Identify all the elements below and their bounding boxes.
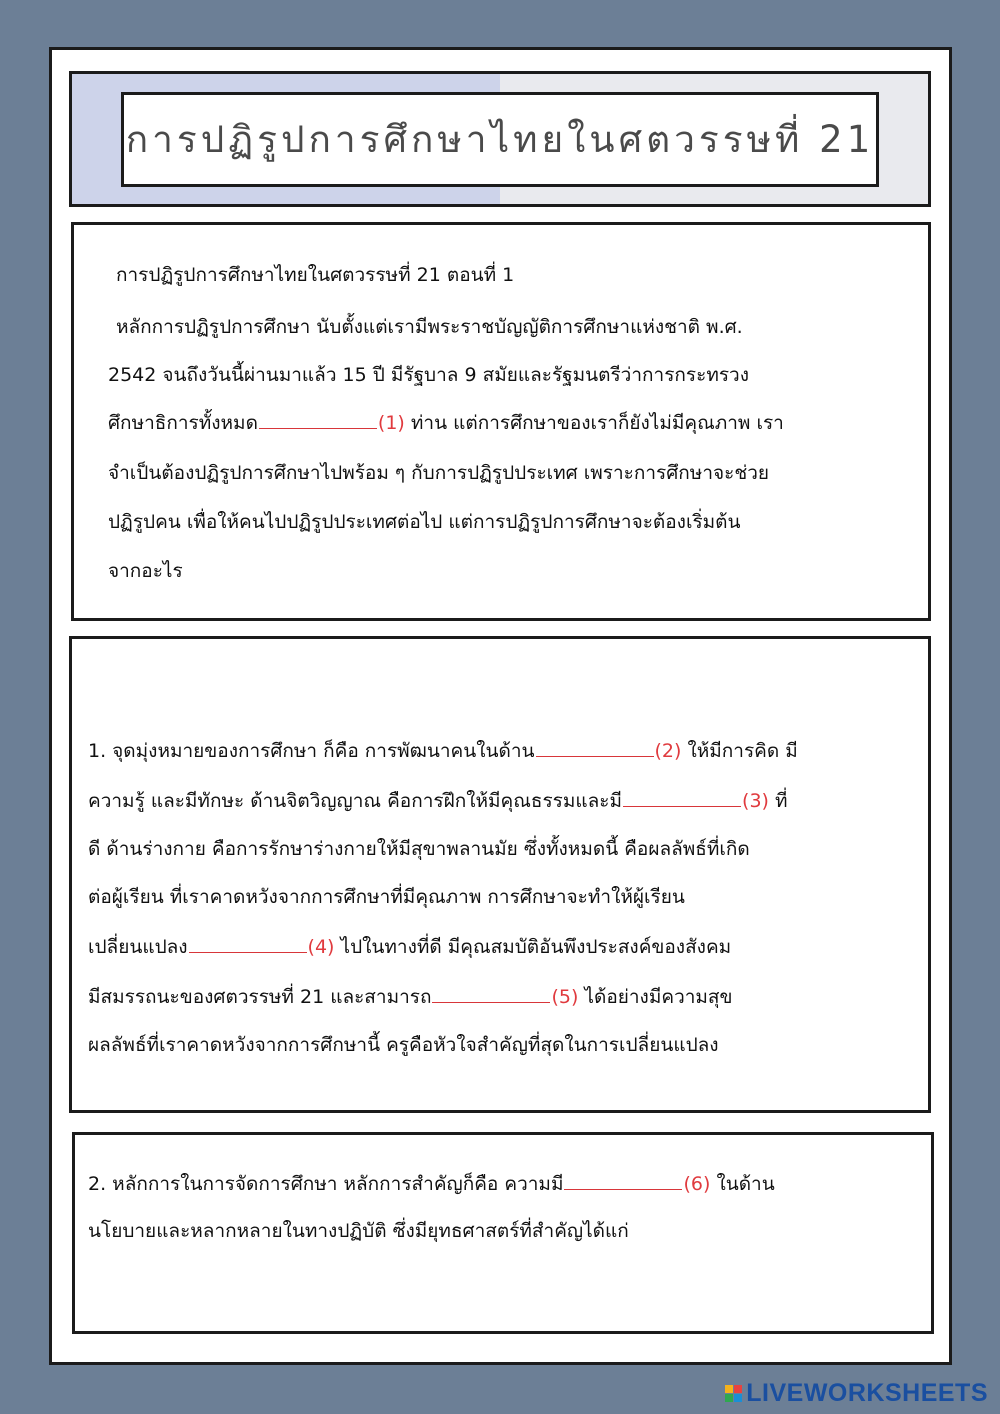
question-text: ความรู้ และมีทักษะ ด้านจิตวิญญาณ คือการฝึกให้มีคุณธรรมและมี	[88, 790, 623, 812]
passage-text: ศึกษาธิการทั้งหมด	[108, 412, 258, 434]
question-line	[88, 786, 788, 816]
page-title: การปฏิรูปการศึกษาไทยในศตวรรษที่ 21	[125, 118, 875, 161]
blank-3-field[interactable]	[623, 806, 741, 807]
question-line: ดี ด้านร่างกาย คือการรักษาร่างกายให้มีสุขาพลานมัย ซึ่งทั้งหมดนี้ คือผลลัพธ์ที่เกิด	[88, 838, 750, 860]
passage-line: หลักการปฏิรูปการศึกษา นับตั้งแต่เรามีพระราชบัญญัติการศึกษาแห่งชาติ พ.ศ.	[116, 316, 743, 338]
blank-number: (1)	[377, 412, 405, 434]
liveworksheets-brand	[725, 1378, 988, 1408]
question-line: ต่อผู้เรียน ที่เราคาดหวังจากการศึกษาที่มีคุณภาพ การศึกษาจะทำให้ผู้เรียน	[88, 886, 685, 908]
question-text: 1. จุดมุ่งหมายของการศึกษา ก็คือ การพัฒนาคนในด้าน	[88, 740, 535, 762]
question-line: นโยบายและหลากหลายในทางปฏิบัติ ซึ่งมียุทธศาสตร์ที่สำคัญได้แก่	[88, 1220, 629, 1242]
title-box	[121, 92, 879, 187]
blank-number: (4)	[307, 936, 335, 958]
passage-line: จำเป็นต้องปฏิรูปการศึกษาไปพร้อม ๆ กับการปฏิรูปประเทศ เพราะการศึกษาจะช่วย	[108, 462, 770, 484]
blank-number: (5)	[551, 986, 579, 1008]
liveworksheets-logo-icon	[725, 1385, 742, 1402]
blank-number: (3)	[742, 790, 769, 812]
blank-number: (6)	[683, 1173, 711, 1195]
blank-6-field[interactable]	[564, 1189, 682, 1190]
blank-4-field[interactable]	[189, 952, 307, 953]
question-line	[88, 932, 731, 962]
question-line: ผลลัพธ์ที่เราคาดหวังจากการศึกษานี้ ครูคือหัวใจสำคัญที่สุดในการเปลี่ยนแปลง	[88, 1034, 719, 1056]
question-text: ที่	[768, 790, 788, 812]
question-text: เปลี่ยนแปลง	[88, 936, 188, 958]
question-text: ในด้าน	[710, 1173, 775, 1195]
blank-2-field[interactable]	[536, 756, 654, 757]
blank-5-field[interactable]	[432, 1002, 550, 1003]
passage-line-with-blank	[108, 408, 784, 438]
passage-line: จากอะไร	[108, 560, 183, 582]
question-text: ไปในทางที่ดี มีคุณสมบัติอันพึงประสงค์ของสังคม	[334, 936, 732, 958]
question-text: 2. หลักการในการจัดการศึกษา หลักการสำคัญก็คือ ความมี	[88, 1173, 564, 1195]
blank-1-field[interactable]	[259, 428, 377, 429]
question-text: ได้อย่างมีความสุข	[578, 986, 733, 1008]
question-line	[88, 736, 798, 766]
question-line	[88, 982, 733, 1012]
passage-line: การปฏิรูปการศึกษาไทยในศตวรรษที่ 21 ตอนที่ 1	[116, 264, 515, 286]
liveworksheets-wordmark: LIVEWORKSHEETS	[746, 1378, 988, 1407]
question-text: มีสมรรถนะของศตวรรษที่ 21 และสามารถ	[88, 986, 432, 1008]
question-line	[88, 1169, 775, 1199]
passage-line: 2542 จนถึงวันนี้ผ่านมาแล้ว 15 ปี มีรัฐบาล 9 สมัยและรัฐมนตรีว่าการกระทรวง	[108, 364, 749, 386]
question-text: ให้มีการคิด มี	[681, 740, 798, 762]
passage-line: ปฏิรูปคน เพื่อให้คนไปปฏิรูปประเทศต่อไป แต่การปฏิรูปการศึกษาจะต้องเริ่มต้น	[108, 511, 741, 533]
passage-text: ท่าน แต่การศึกษาของเราก็ยังไม่มีคุณภาพ เรา	[404, 412, 784, 434]
blank-number: (2)	[654, 740, 682, 762]
